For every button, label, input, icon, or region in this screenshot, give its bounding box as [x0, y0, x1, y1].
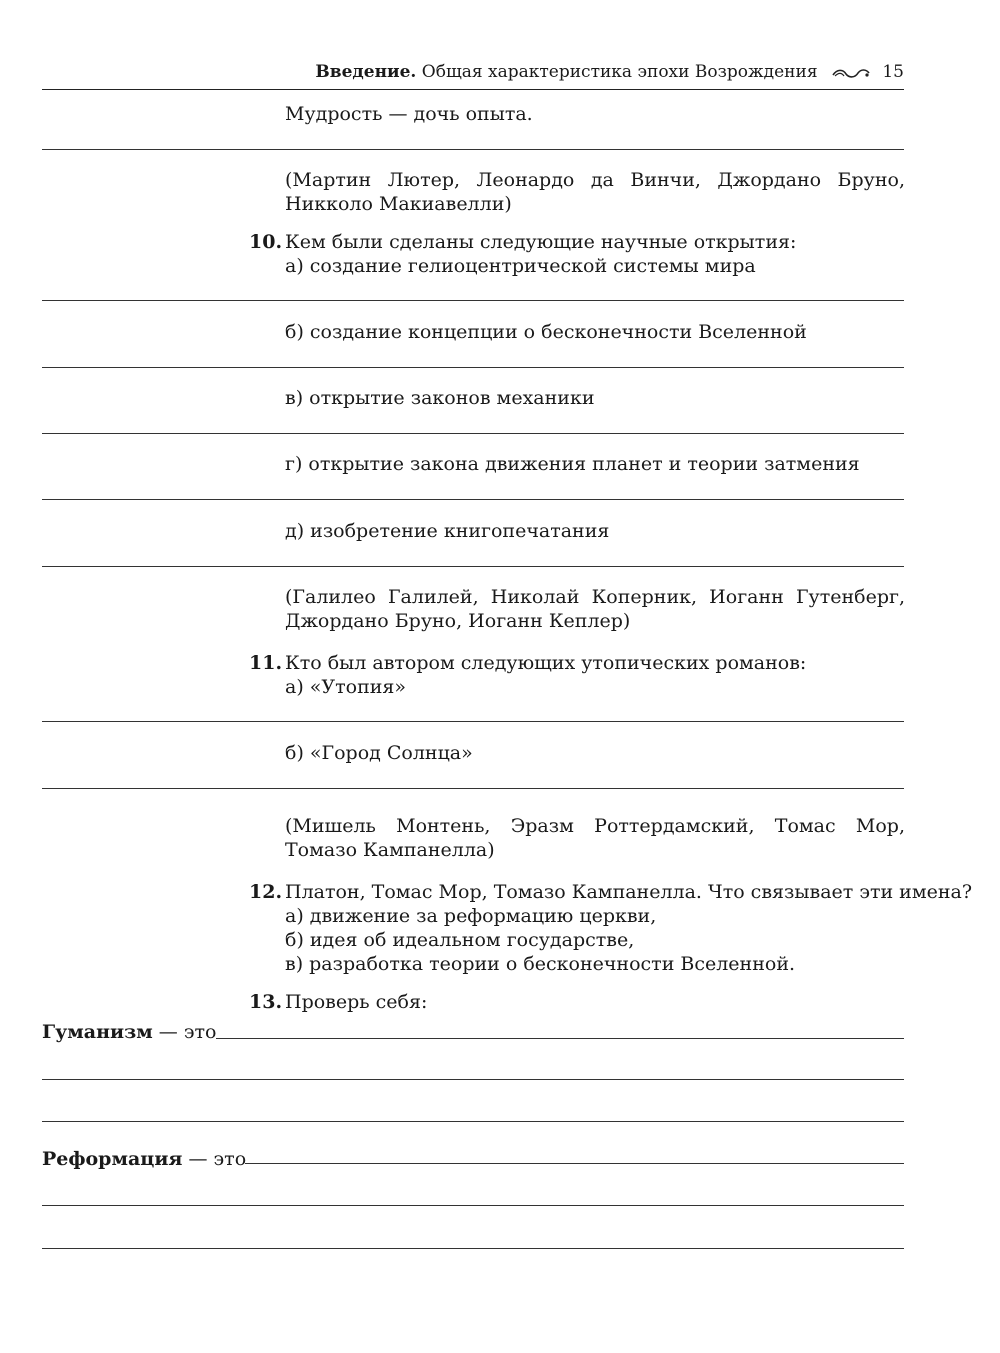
q10-number: 10. [249, 231, 283, 253]
answer-line[interactable] [216, 1038, 904, 1039]
q10-text: Кем были сделаны следующие научные открытия: [285, 231, 797, 253]
answer-line[interactable] [245, 1163, 904, 1164]
q13-text: Проверь себя: [285, 991, 428, 1013]
q10-b: б) создание концепции о бесконечности Вселенной [285, 321, 807, 343]
answer-line[interactable] [42, 566, 904, 567]
q12-c: в) разработка теории о бесконечности Вселенной. [285, 953, 796, 975]
q12-text: Платон, Томас Мор, Томазо Кампанелла. Что связывает эти имена? [285, 881, 973, 903]
header-section: Введение. [315, 62, 417, 82]
running-header [0, 62, 904, 86]
answer-line[interactable] [42, 788, 904, 789]
answer-line[interactable] [42, 149, 904, 150]
answer-line[interactable] [42, 1248, 904, 1249]
q11-a: а) «Утопия» [285, 676, 407, 698]
ornament-icon [831, 66, 871, 80]
term-reformation: Реформация [42, 1148, 183, 1170]
term-connector: — это [188, 1148, 247, 1170]
q9-options: (Мартин Лютер, Леонардо да Винчи, Джордано Бруно, Никколо Макиавелли) [285, 169, 905, 215]
answer-line[interactable] [42, 499, 904, 500]
term-humanism: Гуманизм [42, 1021, 153, 1043]
q10-a: а) создание гелиоцентрической системы мира [285, 255, 756, 277]
q11-b: б) «Город Солнца» [285, 742, 473, 764]
q12-a: а) движение за реформацию церкви, [285, 905, 657, 927]
q10-e: д) изобретение книгопечатания [285, 520, 610, 542]
q11-number: 11. [249, 652, 283, 674]
header-rule [42, 89, 904, 90]
term-humanism-row [42, 1020, 216, 1044]
quote-text: Мудрость — дочь опыта. [285, 103, 533, 125]
header-title: Общая характеристика эпохи Возрождения [421, 62, 818, 82]
q12-b: б) идея об идеальном государстве, [285, 929, 635, 951]
answer-line[interactable] [42, 433, 904, 434]
answer-line[interactable] [42, 1079, 904, 1080]
term-reformation-row [42, 1147, 246, 1171]
answer-line[interactable] [42, 300, 904, 301]
answer-line[interactable] [42, 1205, 904, 1206]
answer-line[interactable] [42, 367, 904, 368]
q13-number: 13. [249, 991, 283, 1013]
q10-d: г) открытие закона движения планет и теории затмения [285, 453, 860, 475]
term-connector: — это [158, 1021, 217, 1043]
q12-number: 12. [249, 881, 283, 903]
answer-line[interactable] [42, 721, 904, 722]
page-number: 15 [882, 62, 904, 82]
q11-text: Кто был автором следующих утопических романов: [285, 652, 807, 674]
q11-options: (Мишель Монтень, Эразм Роттердамский, Томас Мор, Томазо Кампанелла) [285, 815, 905, 861]
q10-c: в) открытие законов механики [285, 387, 595, 409]
q10-options: (Галилео Галилей, Николай Коперник, Иоганн Гутенберг, Джордано Бруно, Иоганн Кеплер) [285, 586, 905, 632]
answer-line[interactable] [42, 1121, 904, 1122]
